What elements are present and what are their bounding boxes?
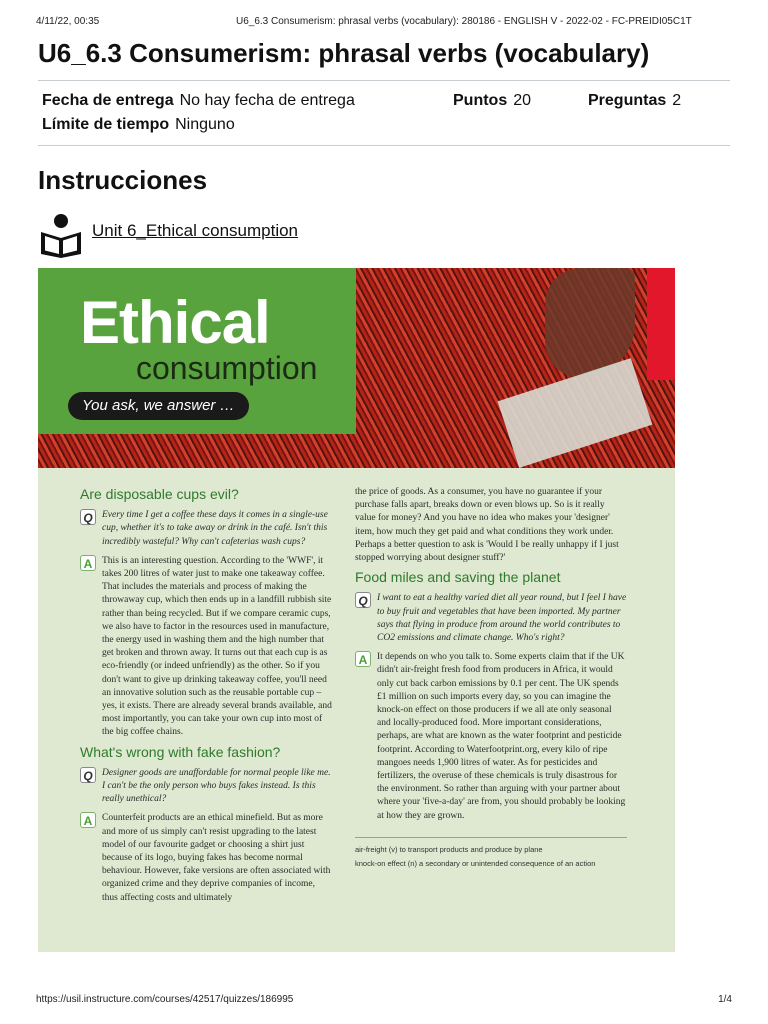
- question-block: [355, 592, 627, 645]
- book-reader-icon: [37, 212, 85, 258]
- question-block: [80, 509, 332, 549]
- glossary-item: air-freight (v) to transport products and produce by plane: [355, 844, 543, 854]
- section-heading: Are disposable cups evil?: [80, 486, 239, 502]
- article-subtitle: consumption: [136, 350, 318, 386]
- q-mark-icon: Q: [80, 767, 96, 783]
- article-column-left: [80, 486, 332, 911]
- due-date-label: Fecha de entrega: [42, 92, 174, 109]
- question-text: Designer goods are unaffordable for normal people like me. I can't be the only person who buys fakes instead. Is this really unethical?: [102, 767, 331, 805]
- questions-value: 2: [672, 92, 682, 109]
- a-mark-icon: A: [80, 812, 96, 828]
- due-date-value: No hay fecha de entrega: [179, 92, 355, 109]
- divider: [38, 145, 730, 146]
- points-label: Puntos: [453, 92, 508, 109]
- instructions-heading: Instrucciones: [38, 165, 208, 195]
- quiz-title: U6_6.3 Consumerism: phrasal verbs (vocabulary): [38, 38, 650, 68]
- title-panel: [38, 268, 356, 434]
- glossary-item: knock-on effect (n) a secondary or unintended consequence of an action: [355, 858, 596, 868]
- red-tab: [647, 268, 675, 380]
- print-doc-title: U6_6.3 Consumerism: phrasal verbs (vocabulary): 280186 - ENGLISH V - 2022-02 - FC-PREIDI05C1T: [236, 16, 692, 27]
- answer-block: [80, 812, 332, 904]
- article-title: Ethical: [80, 289, 270, 356]
- answer-text: This is an interesting question. According to the 'WWF', it takes 200 litres of water just to make one takeaway coffee. That includes the materials and process of making the throwaway cup, which then ends up in a landfill rubbish site rather than being recycled. But if we compare ceramic cups, we also have to factor in the resources used in manufacture, the energy used in washing them and the high number that get broken and thrown away. It turns out that each cup is as eco-friendly (or indeed unfriendly) as the other. So if you don't want to give up drinking takeaway coffee, you'll need an innovative solution such as the reusable portable cup – yes, it exists. There are already several brands available, and most importantly, you can take your own cup into most of the big coffee chains.: [102, 555, 332, 738]
- page-number: 1/4: [718, 994, 732, 1005]
- print-footer: [36, 994, 732, 1008]
- chillies-photo: [38, 268, 675, 468]
- time-limit-value: Ninguno: [175, 116, 235, 133]
- instructions-file-link[interactable]: Unit 6_Ethical consumption: [92, 221, 299, 240]
- question-block: [80, 767, 332, 807]
- answer-text: It depends on who you talk to. Some experts claim that if the UK didn't air-freight fresh food from producers in Africa, it would only cut back carbon emissions by 0.1 per cent. The UK spends £1 million on such imports every day, so you can imagine the knock-on effect on those producers if we all ate only seasonal and locally-produced food. More important considerations, perhaps, are what are known as the water footprint and pesticide footprint. According to Waterfootprint.org, every kilo of ripe mangoes needs 1,900 litres of water. As for pesticides and fertilizers, the overuse of these chemicals is truly disastrous for the environment. So rather than arguing with your partner about where your 'five-a-day' are from, you should probably be looking at how they are grown.: [377, 652, 626, 821]
- questions-field: [588, 92, 681, 110]
- a-mark-icon: A: [80, 555, 96, 571]
- section-heading: Food miles and saving the planet: [355, 569, 561, 586]
- question-text: Every time I get a coffee these days it comes in a single-use cup, whether it's to take away or drink in the café. Isn't this incredibly wasteful? Why can't cafeterias wash cups?: [102, 510, 328, 547]
- print-timestamp: 4/11/22, 00:35: [36, 16, 100, 27]
- speech-bubble: You ask, we answer …: [68, 392, 249, 420]
- points-field: [453, 92, 531, 110]
- answer-block: [80, 555, 332, 740]
- due-date-field: [42, 92, 355, 110]
- time-limit-field: [42, 116, 235, 134]
- article-column-right: [355, 486, 627, 872]
- answer-block: [355, 651, 627, 823]
- questions-label: Preguntas: [588, 92, 667, 109]
- section-heading: What's wrong with fake fashion?: [80, 743, 281, 760]
- q-mark-icon: Q: [355, 592, 371, 608]
- time-limit-label: Límite de tiempo: [42, 116, 170, 133]
- article-scan: [38, 268, 675, 952]
- divider: [38, 80, 730, 81]
- points-value: 20: [513, 92, 532, 109]
- question-text: I want to eat a healthy varied diet all year round, but I feel I have to buy fruit and vegetables that have been imported. My partner says that flying in produce from around the world contributes to CO2 emissions and climate change. Who's right?: [377, 593, 627, 644]
- print-header: [36, 16, 732, 30]
- answer-continued: the price of goods. As a consumer, you have no guarantee if your purchase falls apart, breaks down or even blows up. So is it really value for money? And you have no idea who makes your 'designer' item, how much they get paid and what conditions they work under. Perhaps a better question to ask is 'Would I be really unhappy if I just stopped worrying about designer stuff?': [355, 487, 619, 564]
- a-mark-icon: A: [355, 651, 371, 667]
- q-mark-icon: Q: [80, 509, 96, 525]
- answer-text: Counterfeit products are an ethical minefield. But as more and more of us simply can't resist upgrading to the latest model of our favourite gadget or choosing a shirt just because of its logo, buying fakes has become normal behaviour. However, fake versions are often associated with organized crime and they deprive companies of income, thus affecting costs and ultimately: [102, 813, 331, 903]
- glossary: [355, 837, 627, 869]
- print-url: https://usil.instructure.com/courses/42517/quizzes/186995: [36, 994, 294, 1005]
